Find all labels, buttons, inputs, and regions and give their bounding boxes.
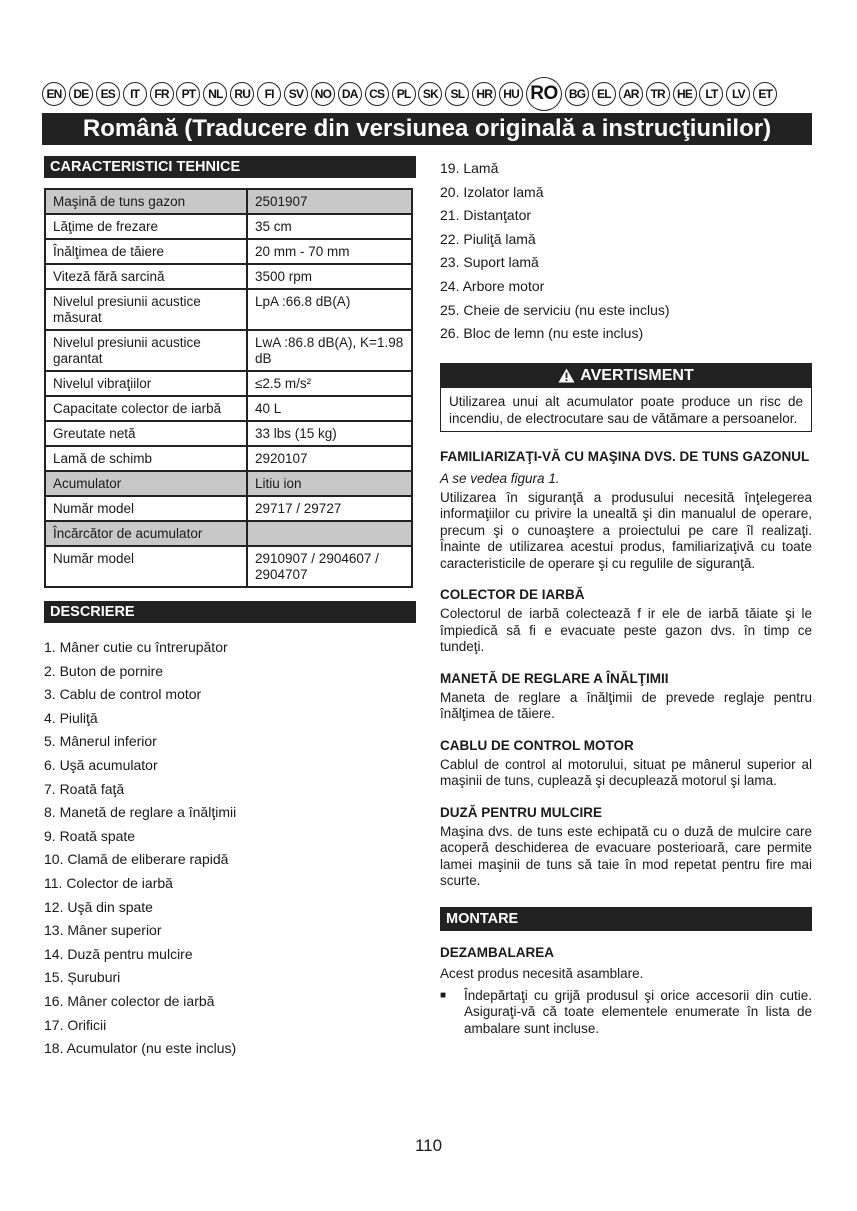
spec-value: LpA :66.8 dB(A) (247, 289, 412, 330)
warning-triangle-icon (558, 368, 575, 383)
list-item: 14. Duză pentru mulcire (44, 945, 193, 962)
familiarize-text: Utilizarea în siguranţă a produsului necesită înţelegerea informaţiilor cu privire la unealtă şi din manualul de operare, precum şi o cunoaştere a proiectului pe care îl realizaţi. Înainte de utilizarea acestui produs, familiarizaţivă cu toate caracteristicile de operare şi cu regulile de siguranţă. (440, 489, 812, 571)
language-fr: FR (150, 82, 174, 106)
warning-header (441, 364, 811, 388)
language-ar: AR (619, 82, 643, 106)
spec-row (45, 214, 412, 239)
language-selector (42, 78, 780, 110)
language-sl: SL (445, 82, 469, 106)
spec-row (45, 239, 412, 264)
language-ru: RU (230, 82, 254, 106)
page-title: Română (Traducere din versiunea originală a instrucţiunilor) (42, 113, 812, 145)
warning-box (440, 363, 812, 432)
spec-value: 40 L (247, 396, 412, 421)
list-item: 17. Orificii (44, 1016, 107, 1033)
spec-label: Încărcător de acumulator (45, 521, 247, 546)
spec-value: 2501907 (247, 189, 412, 214)
spec-row (45, 189, 412, 214)
assembly-heading: MONTARE (440, 907, 812, 931)
list-item: 23. Suport lamă (440, 254, 539, 271)
spec-value: 20 mm - 70 mm (247, 239, 412, 264)
language-bg: BG (565, 82, 589, 106)
assembly-intro: Acest produs necesită asamblare. (440, 965, 644, 981)
spec-value: 33 lbs (15 kg) (247, 421, 412, 446)
language-no: NO (311, 82, 335, 106)
mulch-heading: DUZĂ PENTRU MULCIRE (440, 804, 602, 820)
list-item: 12. Uşă din spate (44, 898, 153, 915)
language-el: EL (592, 82, 616, 106)
spec-label: Nivelul presiunii acustice garantat (45, 330, 247, 371)
spec-label: Greutate netă (45, 421, 247, 446)
list-item: 1. Mâner cutie cu întrerupător (44, 639, 228, 655)
language-et: ET (753, 82, 777, 106)
spec-value: 2910907 / 2904607 / 2904707 (247, 546, 412, 587)
language-pl: PL (392, 82, 416, 106)
lever-heading: MANETĂ DE REGLARE A ÎNĂLŢIMII (440, 670, 669, 686)
language-tr: TR (646, 82, 670, 106)
cable-heading: CABLU DE CONTROL MOTOR (440, 737, 634, 753)
spec-row (45, 496, 412, 521)
spec-row (45, 471, 412, 496)
left-column (44, 156, 416, 1061)
list-item: 21. Distanţator (440, 207, 532, 224)
spec-label: Nivelul vibraţiilor (45, 371, 247, 396)
list-item: 22. Piuliţă lamă (440, 230, 536, 247)
list-item: 8. Manetă de reglare a înălţimii (44, 804, 237, 821)
spec-label: Lăţime de frezare (45, 214, 247, 239)
language-pt: PT (176, 82, 200, 106)
language-de: DE (69, 82, 93, 106)
spec-label: Viteză fără sarcină (45, 264, 247, 289)
warning-label: AVERTISMENT (580, 366, 694, 384)
list-item: 24. Arbore motor (440, 277, 545, 294)
spec-row (45, 371, 412, 396)
language-lt: LT (699, 82, 723, 106)
list-item: 25. Cheie de serviciu (nu este inclus) (440, 301, 670, 318)
spec-row (45, 521, 412, 546)
list-item: 3. Cablu de control motor (44, 686, 202, 703)
list-item: 18. Acumulator (nu este inclus) (44, 1040, 237, 1057)
collector-heading: COLECTOR DE IARBĂ (440, 587, 585, 603)
list-item: 16. Mâner colector de iarbă (44, 992, 215, 1009)
list-item: 13. Mâner superior (44, 922, 162, 939)
spec-row (45, 330, 412, 371)
spec-label: Acumulator (45, 471, 247, 496)
square-bullet-icon: ■ (440, 989, 447, 1001)
spec-value: Litiu ion (247, 471, 412, 496)
list-item: 26. Bloc de lemn (nu este inclus) (440, 325, 644, 342)
spec-label: Maşină de tuns gazon (45, 189, 247, 214)
language-he: HE (673, 82, 697, 106)
language-sv: SV (284, 82, 308, 106)
language-nl: NL (203, 82, 227, 106)
spec-value: ≤2.5 m/s² (247, 371, 412, 396)
list-item: 15. Șuruburi (44, 969, 121, 986)
list-item: 7. Roată faţă (44, 780, 125, 797)
language-lv: LV (726, 82, 750, 106)
description-list (44, 636, 416, 1061)
cable-text: Cablul de control al motorului, situat pe mânerul superior al maşinii de tuns, cuplează şi decuplează motorul şi lama. (440, 756, 812, 789)
spec-value: 29717 / 29727 (247, 496, 412, 521)
figure-reference: A se vedea figura 1. (440, 470, 560, 486)
unpacking-bullet (440, 988, 812, 1038)
familiarize-heading: FAMILIARIZAŢI-VĂ CU MAŞINA DVS. DE TUNS GAZONUL (440, 448, 810, 464)
spec-row (45, 421, 412, 446)
spec-label: Nivelul presiunii acustice măsurat (45, 289, 247, 330)
right-column (440, 156, 812, 1037)
page-number: 110 (414, 1136, 443, 1155)
language-hu: HU (499, 82, 523, 106)
spec-label: Lamă de schimb (45, 446, 247, 471)
spec-row (45, 264, 412, 289)
list-item: 20. Izolator lamă (440, 183, 544, 200)
language-sk: SK (418, 82, 442, 106)
list-item: 4. Piuliţă (44, 709, 98, 726)
unpacking-bullet-text: Îndepărtaţi cu grijă produsul şi orice accesorii din cutie. Asiguraţi-vă că toate elementele enumerate în lista de ambalare sunt incluse. (464, 987, 812, 1036)
spec-value: 2920107 (247, 446, 412, 471)
spec-label: Număr model (45, 496, 247, 521)
language-da: DA (338, 82, 362, 106)
language-hr: HR (472, 82, 496, 106)
spec-table (44, 188, 413, 588)
language-it: IT (123, 82, 147, 106)
list-item: 11. Colector de iarbă (44, 874, 173, 891)
spec-row (45, 396, 412, 421)
language-en: EN (42, 82, 66, 106)
warning-text: Utilizarea unui alt acumulator poate produce un risc de incendiu, de electrocutare sau de vătămare a persoanelor. (449, 393, 803, 426)
lever-text: Maneta de reglare a înălţimii de prevede reglaje pentru înălţimea de tăiere. (440, 689, 812, 722)
spec-value: LwA :86.8 dB(A), K=1.98 dB (247, 330, 412, 371)
list-item: 10. Clamă de eliberare rapidă (44, 851, 229, 868)
language-fi: FI (257, 82, 281, 106)
list-item: 9. Roată spate (44, 827, 136, 844)
spec-label: Înălţimea de tăiere (45, 239, 247, 264)
spec-heading: CARACTERISTICI TEHNICE (44, 156, 416, 178)
spec-row (45, 289, 412, 330)
list-item: 5. Mânerul inferior (44, 733, 157, 750)
spec-label: Număr model (45, 546, 247, 587)
spec-value: 3500 rpm (247, 264, 412, 289)
language-es: ES (96, 82, 120, 106)
language-cs: CS (365, 82, 389, 106)
spec-value (247, 521, 412, 546)
list-item: 2. Buton de pornire (44, 662, 164, 679)
language-ro: RO (526, 77, 562, 111)
description-heading: DESCRIERE (44, 601, 416, 623)
mulch-text: Maşina dvs. de tuns este echipată cu o duză de mulcire care acoperă deschiderea de evacuare posterioară, care permite lamei maşinii de tuns să taie în mod repetat pentru fire mai scurte. (440, 823, 812, 889)
spec-row (45, 446, 412, 471)
unpacking-heading: DEZAMBALAREA (440, 944, 554, 960)
list-item: 6. Uşă acumulator (44, 756, 158, 773)
spec-label: Capacitate colector de iarbă (45, 396, 247, 421)
spec-row (45, 546, 412, 587)
list-item: 19. Lamă (440, 160, 499, 176)
description-list-continued (440, 157, 812, 346)
collector-text: Colectorul de iarbă colectează f ir ele de iarbă tăiate şi le împiedică să fi e evacuate peste gazon dvs. în timp ce tundeţi. (440, 606, 812, 655)
spec-value: 35 cm (247, 214, 412, 239)
